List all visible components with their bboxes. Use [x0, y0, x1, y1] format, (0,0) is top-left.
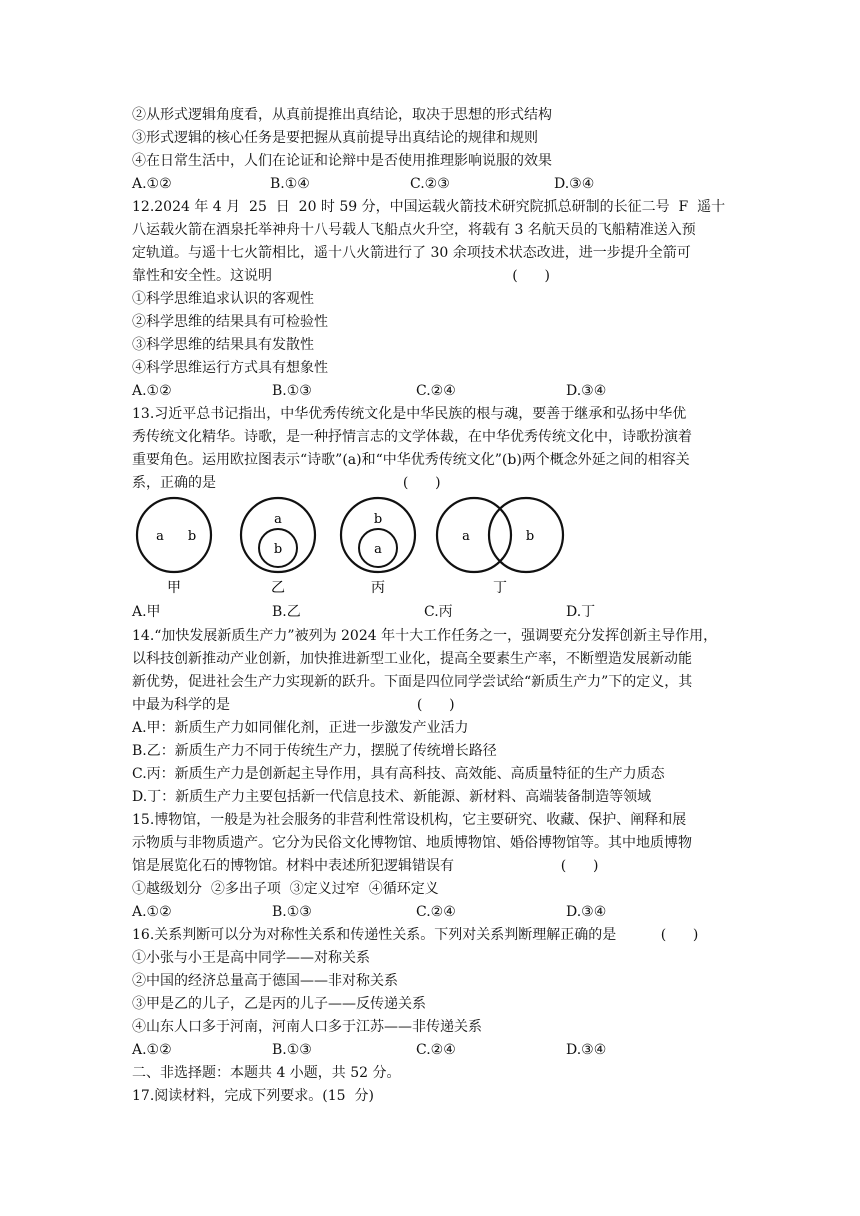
- q13-options: [132, 603, 732, 621]
- option-a: A.①②: [132, 176, 172, 192]
- q16-item: ③甲是乙的儿子，乙是丙的儿子——反传递关系: [132, 996, 426, 1012]
- q13-stem-line: 13.习近平总书记指出，中华优秀传统文化是中华民族的根与魂，要善于继承和弘扬中华优: [132, 406, 687, 422]
- option-d: D.③④: [566, 1042, 607, 1058]
- diagram-label-ding: 丁: [493, 580, 507, 595]
- venn-letter-b: b: [525, 529, 535, 544]
- option-a: A.①②: [132, 904, 172, 920]
- option-c: C.②④: [416, 904, 456, 920]
- q17-stem: 17.阅读材料，完成下列要求。(15 分): [132, 1088, 374, 1104]
- option-c: C.②④: [416, 383, 456, 399]
- euler-diagrams: [130, 495, 570, 595]
- q14-stem-line: 14.“加快发展新质生产力”被列为 2024 年十大工作任务之一，强调要充分发挥创新主导作用，: [132, 628, 718, 644]
- option-b: B.①④: [270, 176, 310, 192]
- q13-stem-line: 系，正确的是 ( ): [132, 475, 441, 491]
- diagram-label-yi: 乙: [271, 580, 285, 595]
- option-d: D.③④: [566, 904, 607, 920]
- q14-stem-line: 新优势，促进社会生产力实现新的跃升。下面是四位同学尝试给“新质生产力”下的定义，其: [132, 674, 693, 690]
- q12-item: ④科学思维运行方式具有想象性: [132, 360, 328, 376]
- venn-letter-b: b: [273, 542, 283, 557]
- q15-stem-line: 15.博物馆，一般是为社会服务的非营利性常设机构，它主要研究、收藏、保护、阐释和展: [132, 812, 687, 828]
- q14-choice: D.丁：新质生产力主要包括新一代信息技术、新能源、新材料、高端装备制造等领域: [132, 789, 652, 805]
- q14-choice: C.丙：新质生产力是创新起主导作用，具有高科技、高效能、高质量特征的生产力质态: [132, 766, 665, 782]
- option-b: B.①③: [272, 904, 312, 920]
- option-d: D.③④: [554, 176, 595, 192]
- section-heading: 二、非选择题：本题共 4 小题，共 52 分。: [132, 1065, 401, 1081]
- q12-stem-line: 八运载火箭在酒泉托举神舟十八号载人飞船点火升空，将载有 3 名航天员的飞船精准送入预: [132, 222, 696, 238]
- q12-item: ①科学思维追求认识的客观性: [132, 291, 314, 307]
- diagram-label-jia: 甲: [167, 580, 181, 595]
- diagram-label-bing: 丙: [371, 580, 385, 595]
- q16-options: [132, 1041, 732, 1059]
- option-a: A.①②: [132, 383, 172, 399]
- q12-stem-line: 定轨道。与遥十七火箭相比，遥十八火箭进行了 30 余项技术状态改进，进一步提升全箭可: [132, 245, 691, 261]
- q12-options: [132, 382, 732, 400]
- q14-choice: A.甲：新质生产力如同催化剂，正进一步激发产业活力: [132, 720, 469, 736]
- option-b: B.①③: [272, 1042, 312, 1058]
- option-d: D.③④: [566, 383, 607, 399]
- option-d: D.丁: [566, 604, 596, 620]
- option-b: B.乙: [272, 604, 301, 620]
- q12-stem-line: 靠性和安全性。这说明 ( ): [132, 268, 550, 284]
- venn-letter-b: b: [187, 529, 197, 544]
- option-c: C.②③: [410, 176, 450, 192]
- text-line: ②从形式逻辑角度看，从真前提推出真结论，取决于思想的形式结构: [132, 107, 552, 123]
- venn-letter-a: a: [374, 542, 382, 557]
- q15-stem-line: 示物质与非物质遗产。它分为民俗文化博物馆、地质博物馆、婚俗博物馆等。其中地质博物: [132, 835, 692, 851]
- q16-item: ②中国的经济总量高于德国——非对称关系: [132, 973, 398, 989]
- q15-stem-line: 馆是展览化石的博物馆。材料中表述所犯逻辑错误有 ( ): [132, 858, 599, 874]
- venn-circle-outer: [341, 498, 415, 572]
- q12-item: ③科学思维的结果具有发散性: [132, 337, 314, 353]
- q15-items: ①越级划分 ②多出子项 ③定义过窄 ④循环定义: [132, 881, 439, 897]
- option-a: A.①②: [132, 1042, 172, 1058]
- q14-stem-line: 以科技创新推动产业创新，加快推进新型工业化，提高全要素生产率，不断塑造发展新动能: [132, 651, 692, 667]
- q13-stem-line: 重要角色。运用欧拉图表示“诗歌”(a)和“中华优秀传统文化”(b)两个概念外延之间的相容关: [132, 452, 690, 468]
- text-line: ③形式逻辑的核心任务是要把握从真前提导出真结论的规律和规则: [132, 130, 538, 146]
- text-line: ④在日常生活中，人们在论证和论辩中是否使用推理影响说服的效果: [132, 153, 552, 169]
- venn-letter-a: a: [274, 512, 282, 527]
- venn-circle-outer: [241, 498, 315, 572]
- option-a: A.甲: [132, 604, 161, 620]
- option-c: C.丙: [424, 604, 453, 620]
- q16-item: ①小张与小王是高中同学——对称关系: [132, 950, 370, 966]
- q16-item: ④山东人口多于河南，河南人口多于江苏——非传递关系: [132, 1019, 482, 1035]
- q12-item: ②科学思维的结果具有可检验性: [132, 314, 328, 330]
- option-b: B.①③: [272, 383, 312, 399]
- q14-choice: B.乙：新质生产力不同于传统生产力，摆脱了传统增长路径: [132, 743, 497, 759]
- venn-letter-b: b: [373, 512, 383, 527]
- q15-options: [132, 903, 732, 921]
- venn-letter-a: a: [462, 529, 470, 544]
- q12-stem-line: 12.2024 年 4 月 25 日 20 时 59 分，中国运载火箭技术研究院抓总研制的长征二号 F 遥十: [132, 199, 726, 215]
- option-c: C.②④: [416, 1042, 456, 1058]
- q13-stem-line: 秀传统文化精华。诗歌，是一种抒情言志的文学体裁，在中华优秀传统文化中，诗歌扮演着: [132, 429, 692, 445]
- q14-stem-line: 中最为科学的是 ( ): [132, 697, 455, 713]
- q11-options: [132, 175, 732, 193]
- venn-letter-a: a: [156, 529, 164, 544]
- venn-circle-outer: [137, 498, 211, 572]
- q16-stem-line: 16.关系判断可以分为对称性关系和传递性关系。下列对关系判断理解正确的是 ( ): [132, 927, 699, 943]
